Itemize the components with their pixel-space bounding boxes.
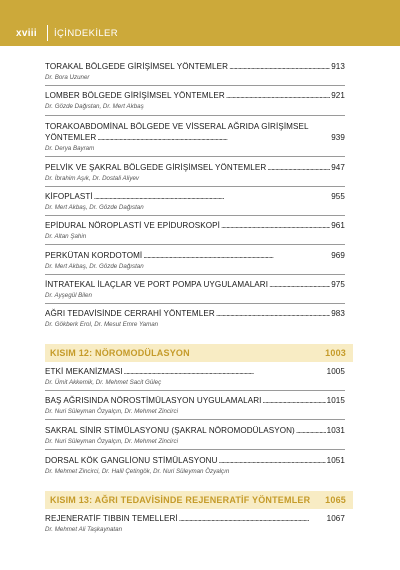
- section-header-kisim-13[interactable]: [45, 491, 353, 509]
- toc-entry-page: 955: [331, 192, 345, 201]
- dot-leader: [97, 132, 330, 143]
- page-number: xviii: [16, 28, 37, 39]
- toc-entry-authors: Dr. Nuri Süleyman Özyalçın, Dr. Mehmet Zincirci: [45, 438, 178, 445]
- toc-entry[interactable]: [45, 513, 345, 533]
- toc-entry-authors: Dr. Ümit Akkemik, Dr. Mehmet Sacit Güleç: [45, 379, 162, 386]
- dot-leader: [221, 220, 330, 231]
- toc-entry-page: 961: [331, 221, 345, 230]
- toc-entry-authors: Dr. Ayşegül Bilen: [45, 292, 92, 299]
- toc-entry-authors: Dr. Mehmet Zincirci, Dr. Halil Çetingök, Dr. Nuri Süleyman Özyalçın: [45, 468, 230, 475]
- section-page: 1003: [325, 348, 346, 358]
- toc-entry-page: 1015: [326, 396, 345, 405]
- section-header-kisim-12[interactable]: [45, 344, 353, 362]
- divider: [45, 419, 345, 420]
- divider: [45, 156, 345, 157]
- toc-entry-title: BAŞ AĞRISINDA NÖROSTİMÜLASYON UYGULAMALARI: [45, 396, 262, 405]
- toc-entry-title: LOMBER BÖLGEDE GİRİŞİMSEL YÖNTEMLER: [45, 91, 225, 100]
- toc-entry-authors: Dr. Mehmet Ali Taşkaynatan: [45, 526, 123, 533]
- toc-entry-page: 947: [331, 163, 345, 172]
- divider: [45, 390, 345, 391]
- toc-entry[interactable]: [45, 425, 345, 445]
- toc-entry-title: EPİDURAL NÖROPLASTİ VE EPİDUROSKOPİ: [45, 221, 221, 230]
- dot-leader: [143, 250, 330, 261]
- section-page: 1065: [325, 495, 346, 505]
- section-title: KISIM 13: AĞRI TEDAVİSİNDE REJENERATİF YÖNTEMLER: [50, 495, 311, 505]
- toc-entry-page: 983: [331, 309, 345, 318]
- divider: [45, 115, 345, 116]
- toc-entry-authors: Dr. Gözde Dağıstan, Dr. Mert Akbaş: [45, 103, 144, 110]
- toc-entry[interactable]: [45, 90, 345, 110]
- divider: [45, 303, 345, 304]
- dot-leader: [296, 425, 326, 436]
- dot-leader: [219, 455, 326, 466]
- divider: [45, 244, 345, 245]
- toc-entry-authors: Dr. Altan Şahin: [45, 233, 87, 240]
- toc-entry-page: 939: [331, 133, 345, 142]
- dot-leader: [226, 90, 330, 101]
- toc-entry-page: 1067: [326, 514, 345, 523]
- toc-entry[interactable]: [45, 250, 345, 270]
- divider: [45, 215, 345, 216]
- toc-entry-page: 1051: [326, 456, 345, 465]
- toc-entry-page: 975: [331, 280, 345, 289]
- section-title: KISIM 12: NÖROMODÜLASYON: [50, 348, 190, 358]
- toc-entry-page: 921: [331, 91, 345, 100]
- divider: [45, 274, 345, 275]
- dot-leader: [216, 308, 330, 319]
- toc-entry-authors: Dr. Mert Akbaş, Dr. Gözde Dağıstan: [45, 263, 144, 270]
- toc-entry[interactable]: [45, 220, 345, 240]
- toc-entry-title: DORSAL KÖK GANGLİONU STİMÜLASYONU: [45, 456, 218, 465]
- toc-entry-title: SAKRAL SİNİR STİMÜLASYONU (ŞAKRAL NÖROMODÜLASYON): [45, 426, 295, 435]
- divider: [45, 449, 345, 450]
- dot-leader: [179, 513, 326, 524]
- toc-entry-authors: Dr. İbrahim Aşık, Dr. Dostali Aliyev: [45, 175, 139, 182]
- toc-entry-authors: Dr. Derya Bayram: [45, 145, 95, 152]
- header-title: İÇİNDEKİLER: [54, 28, 119, 39]
- dot-leader: [263, 395, 326, 406]
- toc-entry[interactable]: [45, 455, 345, 475]
- toc-entry-title: AĞRI TEDAVİSİNDE CERRAHİ YÖNTEMLER: [45, 309, 215, 318]
- toc-entry[interactable]: [45, 279, 345, 299]
- toc-entry-title: REJENERATİF TIBBIN TEMELLERİ: [45, 514, 178, 523]
- toc-entry-page: 913: [331, 62, 345, 71]
- toc-entry[interactable]: [45, 395, 345, 415]
- toc-entry-page: 1031: [326, 426, 345, 435]
- toc-entry-authors: Dr. Nuri Süleyman Özyalçın, Dr. Mehmet Zincirci: [45, 408, 178, 415]
- toc-entry-title-line1: TORAKOABDOMİNAL BÖLGEDE VE VİSSERAL AĞRIDA GİRİŞİMSEL: [45, 122, 309, 131]
- dot-leader: [267, 162, 330, 173]
- toc-entry-authors: Dr. Gökberk Erol, Dr. Mesut Emre Yaman: [45, 321, 159, 328]
- toc-entry-title: YÖNTEMLER: [45, 133, 97, 142]
- dot-leader: [229, 61, 330, 72]
- divider: [45, 186, 345, 187]
- toc-entry-title: İNTRATEKAL İLAÇLAR VE PORT POMPA UYGULAMALARI: [45, 280, 269, 289]
- toc-entry-title: KİFOPLASTİ: [45, 192, 93, 201]
- toc-entry[interactable]: [45, 121, 345, 152]
- toc-entry[interactable]: [45, 308, 345, 328]
- toc-entry-authors: Dr. Mert Akbaş, Dr. Gözde Dağıstan: [45, 204, 144, 211]
- toc-entry-title: ETKİ MEKANİZMASI: [45, 367, 123, 376]
- divider: [45, 85, 345, 86]
- toc-entry-title: PELVİK VE ŞAKRAL BÖLGEDE GİRİŞİMSEL YÖNTEMLER: [45, 163, 267, 172]
- toc-entry[interactable]: [45, 61, 345, 81]
- dot-leader: [124, 366, 326, 377]
- toc-entry[interactable]: [45, 366, 345, 386]
- toc-entry-page: 969: [331, 251, 345, 260]
- toc-entry-title: TORAKAL BÖLGEDE GİRİŞİMSEL YÖNTEMLER: [45, 62, 229, 71]
- dot-leader: [269, 279, 330, 290]
- toc-entry[interactable]: [45, 191, 345, 211]
- toc-entry-page: 1005: [326, 367, 345, 376]
- toc-entry-title: PERKÜTAN KORDOTOMİ: [45, 251, 143, 260]
- toc-entry[interactable]: [45, 162, 345, 182]
- toc-entry-authors: Dr. Bora Uzuner: [45, 74, 90, 81]
- dot-leader: [94, 191, 330, 202]
